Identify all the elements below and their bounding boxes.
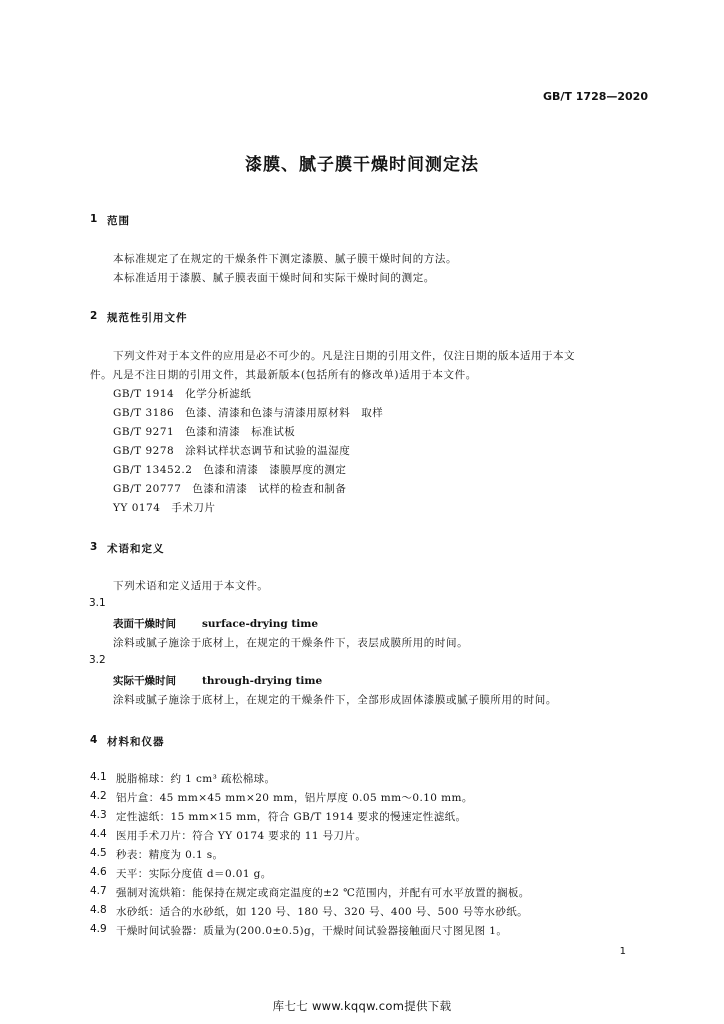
item-number: 4.1 — [90, 771, 107, 783]
term-english: surface-drying time — [202, 618, 319, 630]
term-number: 3.2 — [89, 654, 106, 666]
term-english: through-drying time — [202, 675, 323, 687]
section-2-intro-continued: 件。凡是不注日期的引用文件，其最新版本(包括所有的修改单)适用于本文件。 — [90, 369, 477, 381]
reference-item: GB/T 9278 涂料试样状态调节和试验的温湿度 — [113, 445, 351, 457]
term-heading — [113, 673, 322, 688]
section-1-title: 范围 — [107, 215, 130, 227]
page-number: 1 — [619, 946, 626, 957]
item-text: 铝片盒：45 mm×45 mm×20 mm，铝片厚度 0.05 mm～0.10 mm。 — [116, 792, 473, 804]
section-4-number: 4 — [90, 734, 98, 746]
reference-item: GB/T 9271 色漆和清漆 标准试板 — [113, 426, 296, 438]
item-text: 定性滤纸：15 mm×15 mm，符合 GB/T 1914 要求的慢速定性滤纸。 — [116, 811, 467, 823]
section-1-number: 1 — [90, 213, 98, 225]
item-number: 4.7 — [90, 885, 107, 897]
term-definition: 涂料或腻子施涂于底材上，在规定的干燥条件下，全部形成固体漆膜或腻子膜所用的时间。 — [113, 694, 557, 706]
reference-item: GB/T 20777 色漆和清漆 试样的检查和制备 — [113, 483, 347, 495]
reference-item: GB/T 13452.2 色漆和清漆 漆膜厚度的测定 — [113, 464, 347, 476]
document-title: 漆膜、腻子膜干燥时间测定法 — [245, 155, 479, 175]
section-2-number: 2 — [90, 310, 98, 322]
item-text: 水砂纸：适合的水砂纸，如 120 号、180 号、320 号、400 号、500 号等水砂纸。 — [116, 906, 529, 918]
section-3-number: 3 — [90, 541, 98, 553]
download-source-footer: 库七七 www.kqqw.com提供下载 — [272, 999, 452, 1013]
term-chinese: 表面干燥时间 — [113, 618, 176, 630]
section-3-title: 术语和定义 — [107, 543, 165, 555]
item-text: 干燥时间试验器：质量为(200.0±0.5)g，干燥时间试验器接触面尺寸图见图 1。 — [116, 925, 508, 937]
term-heading — [113, 616, 318, 631]
term-number: 3.1 — [89, 597, 106, 609]
standard-code: GB/T 1728—2020 — [543, 90, 648, 103]
item-number: 4.2 — [90, 790, 107, 802]
reference-item: GB/T 3186 色漆、清漆和色漆与清漆用原材料 取样 — [113, 407, 384, 419]
item-number: 4.6 — [90, 866, 107, 878]
item-number: 4.4 — [90, 828, 107, 840]
reference-item: YY 0174 手术刀片 — [113, 502, 216, 514]
section-2-intro: 下列文件对于本文件的应用是必不可少的。凡是注日期的引用文件，仅注日期的版本适用于本文 — [113, 350, 575, 362]
section-4-title: 材料和仪器 — [107, 736, 165, 748]
item-text: 天平：实际分度值 d＝0.01 g。 — [116, 868, 272, 880]
item-number: 4.3 — [90, 809, 107, 821]
item-number: 4.9 — [90, 923, 107, 935]
section-1-paragraph: 本标准规定了在规定的干燥条件下测定漆膜、腻子膜干燥时间的方法。 — [113, 253, 458, 265]
item-text: 强制对流烘箱：能保持在规定或商定温度的±2 ℃范围内，并配有可水平放置的搁板。 — [116, 887, 530, 899]
reference-item: GB/T 1914 化学分析滤纸 — [113, 388, 252, 400]
item-text: 秒表：精度为 0.1 s。 — [116, 849, 224, 861]
item-text: 脱脂棉球：约 1 cm³ 疏松棉球。 — [116, 773, 276, 785]
section-3-intro: 下列术语和定义适用于本文件。 — [113, 580, 269, 592]
section-1-paragraph: 本标准适用于漆膜、腻子膜表面干燥时间和实际干燥时间的测定。 — [113, 272, 435, 284]
item-number: 4.5 — [90, 847, 107, 859]
item-number: 4.8 — [90, 904, 107, 916]
item-text: 医用手术刀片：符合 YY 0174 要求的 11 号刀片。 — [116, 830, 367, 842]
section-2-title: 规范性引用文件 — [107, 312, 188, 324]
term-definition: 涂料或腻子施涂于底材上，在规定的干燥条件下，表层成膜所用的时间。 — [113, 637, 469, 649]
term-chinese: 实际干燥时间 — [113, 675, 176, 687]
